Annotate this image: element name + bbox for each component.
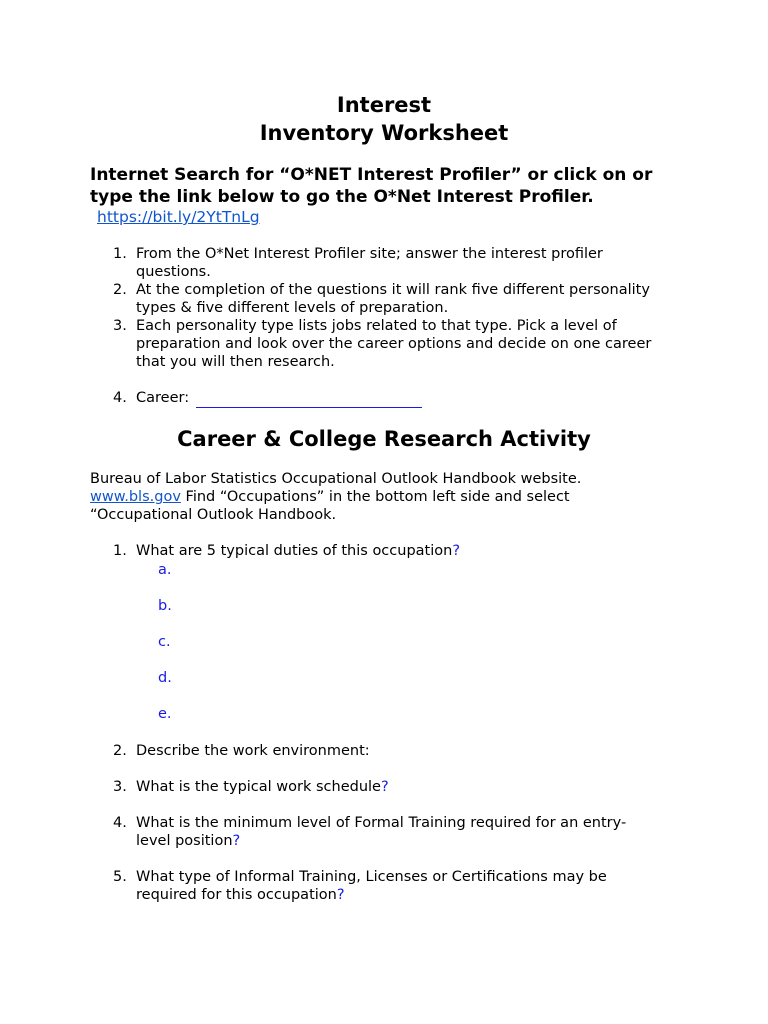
page-title-line1: Interest <box>336 93 432 117</box>
q3-question-mark: ? <box>380 779 389 795</box>
career-label: Career: <box>136 390 190 406</box>
list1-item3-line2: preparation and look over the career options and decide on one career <box>136 336 652 352</box>
q5-question-mark: ? <box>336 887 345 903</box>
intro-line1: Internet Search for “O*NET Interest Profiler” or click on or <box>90 165 653 185</box>
list1-number-1: 1. <box>113 246 127 262</box>
q1-text <box>136 543 460 559</box>
q5-number: 5. <box>113 869 127 885</box>
q2-number: 2. <box>113 743 127 759</box>
q5-line1: What type of Informal Training, Licenses or Certifications may be <box>136 869 607 885</box>
bls-intro-line2-text: Find “Occupations” in the bottom left side and select <box>180 489 570 505</box>
career-answer-line[interactable] <box>196 407 422 408</box>
q4-line2-text: level position <box>136 833 233 849</box>
q3-question: What is the typical work schedule <box>136 779 381 795</box>
q1-question-mark: ? <box>452 543 461 559</box>
list1-number-4: 4. <box>113 390 127 406</box>
q1-question: What are 5 typical duties of this occupation <box>136 543 453 559</box>
q1-number: 1. <box>113 543 127 559</box>
q1-sub-c: c. <box>158 634 171 650</box>
list1-item1-line1: From the O*Net Interest Profiler site; answer the interest profiler <box>136 246 603 262</box>
list1-item1-line2: questions. <box>136 264 211 280</box>
q5-line2 <box>136 887 345 903</box>
q1-sub-d: d. <box>158 670 172 686</box>
bls-intro-line3: “Occupational Outlook Handbook. <box>90 507 337 523</box>
q4-question-mark: ? <box>232 833 241 849</box>
q1-sub-b: b. <box>158 598 172 614</box>
bls-intro-line1: Bureau of Labor Statistics Occupational Outlook Handbook website. <box>90 471 582 487</box>
q5-line2-text: required for this occupation <box>136 887 337 903</box>
q4-number: 4. <box>113 815 127 831</box>
q4-line2 <box>136 833 240 849</box>
q3-text <box>136 779 389 795</box>
list1-item2-line1: At the completion of the questions it will rank five different personality <box>136 282 650 298</box>
bls-intro-line2 <box>90 489 570 505</box>
q2-text: Describe the work environment: <box>136 743 370 759</box>
list1-item3-line1: Each personality type lists jobs related to that type. Pick a level of <box>136 318 617 334</box>
intro-line2: type the link below to go the O*Net Interest Profiler. <box>90 187 594 207</box>
q3-number: 3. <box>113 779 127 795</box>
list1-number-3: 3. <box>113 318 127 334</box>
bls-link[interactable]: www.bls.gov <box>90 489 181 505</box>
list1-item3-line3: that you will then research. <box>136 354 335 370</box>
profiler-link[interactable]: https://bit.ly/2YtTnLg <box>97 208 260 226</box>
q1-sub-e: e. <box>158 706 172 722</box>
section-title: Career & College Research Activity <box>177 427 591 451</box>
q4-line1: What is the minimum level of Formal Training required for an entry- <box>136 815 627 831</box>
page-title-line2: Inventory Worksheet <box>259 121 509 145</box>
list1-item2-line2: types & five different levels of preparation. <box>136 300 449 316</box>
list1-number-2: 2. <box>113 282 127 298</box>
q1-sub-a: a. <box>158 562 172 578</box>
